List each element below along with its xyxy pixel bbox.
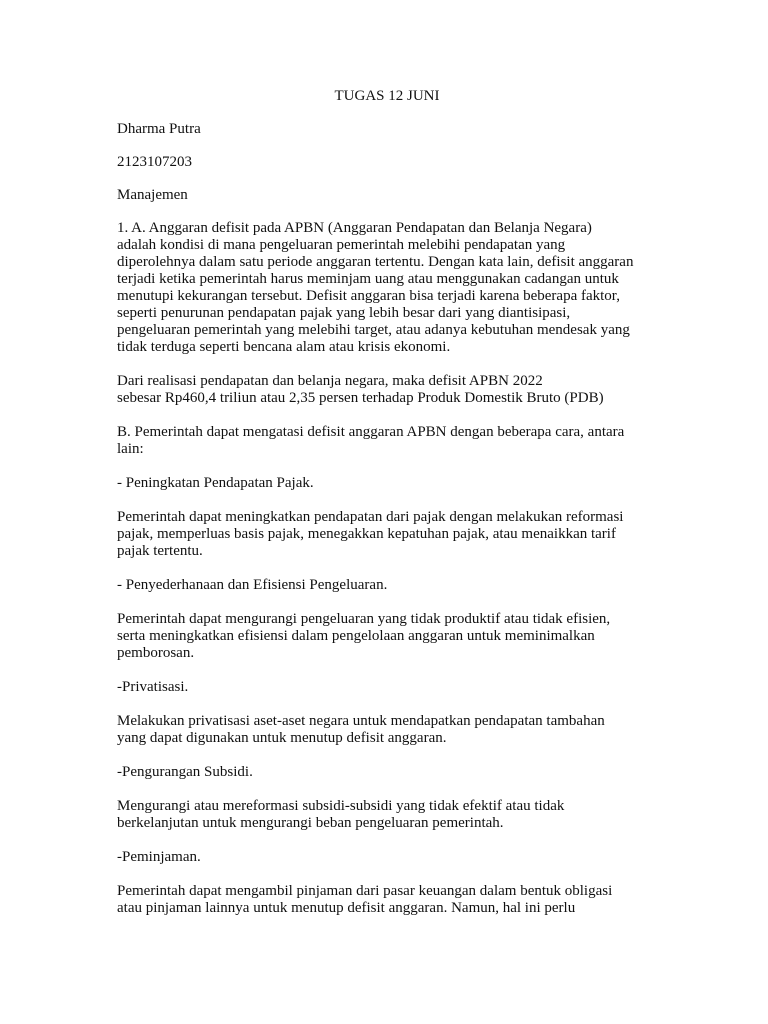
paragraph-line: Dari realisasi pendapatan dan belanja negara, maka defisit APBN 2022 [117,373,543,389]
paragraph-line: tidak terduga seperti bencana alam atau krisis ekonomi. [117,339,451,355]
paragraph [117,373,657,407]
paragraph-line: lain: [117,441,144,457]
paragraph-line: atau pinjaman lainnya untuk menutup defisit anggaran. Namun, hal ini perlu [117,900,576,916]
paragraph [117,764,657,781]
document-body [117,88,657,934]
study-program: Manajemen [117,187,188,203]
paragraph-line: B. Pemerintah dapat mengatasi defisit anggaran APBN dengan beberapa cara, antara [117,424,625,440]
paragraph-line: 1. A. Anggaran defisit pada APBN (Anggaran Pendapatan dan Belanja Negara) [117,220,592,236]
paragraph [117,220,657,356]
paragraph-line: serta meningkatkan efisiensi dalam pengelolaan anggaran untuk meminimalkan [117,628,595,644]
paragraph-line: - Peningkatan Pendapatan Pajak. [117,475,314,491]
paragraph [117,849,657,866]
paragraph [117,611,657,662]
paragraph [117,475,657,492]
paragraph [117,798,657,832]
paragraph [117,713,657,747]
author-name: Dharma Putra [117,121,201,137]
paragraph [117,883,657,917]
paragraph-line: Pemerintah dapat mengurangi pengeluaran yang tidak produktif atau tidak efisien, [117,611,611,627]
paragraph-line: pajak, memperluas basis pajak, menegakkan kepatuhan pajak, atau menaikkan tarif [117,526,616,542]
paragraph-line: yang dapat digunakan untuk menutup defisit anggaran. [117,730,447,746]
paragraph-line: pemborosan. [117,645,195,661]
paragraph-line: -Pengurangan Subsidi. [117,764,253,780]
paragraph-line: sebesar Rp460,4 triliun atau 2,35 persen terhadap Produk Domestik Bruto (PDB) [117,390,604,406]
paragraph-line: pengeluaran pemerintah yang melebihi target, atau adanya kebutuhan mendesak yang [117,322,630,338]
paragraph-line: berkelanjutan untuk mengurangi beban pengeluaran pemerintah. [117,815,504,831]
paragraph-line: Mengurangi atau mereformasi subsidi-subsidi yang tidak efektif atau tidak [117,798,565,814]
paragraph [117,577,657,594]
paragraph-line: adalah kondisi di mana pengeluaran pemerintah melebihi pendapatan yang [117,237,566,253]
paragraph-line: terjadi ketika pemerintah harus meminjam uang atau menggunakan cadangan untuk [117,271,619,287]
paragraph-line: - Penyederhanaan dan Efisiensi Pengeluaran. [117,577,388,593]
paragraph-line: -Peminjaman. [117,849,201,865]
paragraph-line: pajak tertentu. [117,543,203,559]
paragraph-line: -Privatisasi. [117,679,189,695]
paragraph [117,509,657,560]
paragraph-line: Pemerintah dapat mengambil pinjaman dari pasar keuangan dalam bentuk obligasi [117,883,613,899]
paragraph-line: Melakukan privatisasi aset-aset negara untuk mendapatkan pendapatan tambahan [117,713,605,729]
paragraph [117,424,657,458]
student-id: 2123107203 [117,154,192,170]
document-title: TUGAS 12 JUNI [334,88,440,104]
paragraph-line: seperti penurunan pendapatan pajak yang lebih besar dari yang diantisipasi, [117,305,571,321]
paragraph [117,679,657,696]
paragraph-line: diperolehnya dalam satu periode anggaran tertentu. Dengan kata lain, defisit anggaran [117,254,634,270]
paragraph-line: menutupi kekurangan tersebut. Defisit anggaran bisa terjadi karena beberapa faktor, [117,288,620,304]
paragraph-list [117,220,657,917]
paragraph-line: Pemerintah dapat meningkatkan pendapatan dari pajak dengan melakukan reformasi [117,509,624,525]
